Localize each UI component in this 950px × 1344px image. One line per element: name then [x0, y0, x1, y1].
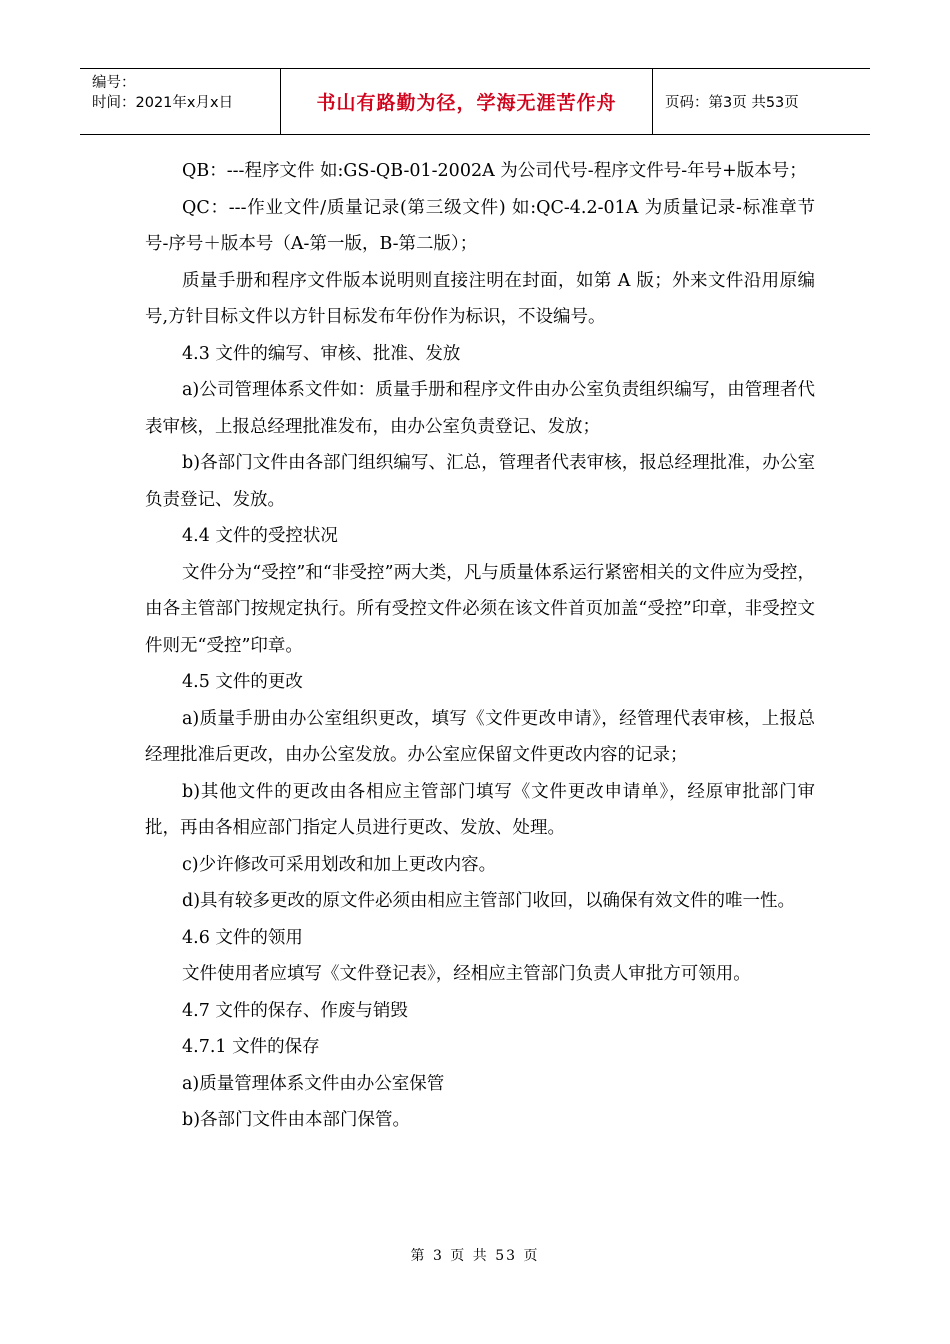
paragraph-4-5-d: d)具有较多更改的原文件必须由相应主管部门收回，以确保有效文件的唯一性。: [182, 891, 796, 911]
paragraph-4-3-a: a)公司管理体系文件如：质量手册和程序文件由办公室负责组织编写，由管理者代表审核，上报总经理批准发布，由办公室负责登记、发放；: [145, 380, 815, 437]
paragraph-qc-code: QC：---作业文件/质量记录(第三级文件) 如:QC-4.2-01A 为质量记录-标准章节号-序号＋版本号（A-第一版，B-第二版）；: [145, 197, 815, 254]
paragraph-4-5-a: a)质量手册由办公室组织更改，填写《文件更改申请》，经管理代表审核，上报总经理批准后更改，由办公室发放。办公室应保留文件更改内容的记录；: [145, 708, 815, 765]
header-motto-cell: [281, 69, 653, 134]
header-motto: 书山有路勤为径，学海无涯苦作舟: [316, 92, 617, 114]
paragraph-4-6: 文件使用者应填写《文件登记表》，经相应主管部门负责人审批方可领用。: [182, 964, 751, 984]
document-time-label: 时间：2021年x月x日: [92, 95, 234, 111]
paragraph-version-note: 质量手册和程序文件版本说明则直接注明在封面，如第 A 版；外来文件沿用原编号,方针目标文件以方针目标发布年份作为标识，不设编号。: [145, 270, 815, 327]
header-meta-cell: [80, 69, 281, 134]
footer-page-number: 第 3 页 共 53 页: [410, 1248, 540, 1264]
document-header: [80, 68, 870, 135]
paragraph-4-3-b: b)各部门文件由各部门组织编写、汇总，管理者代表审核，报总经理批准，办公室负责登记、发放。: [145, 453, 815, 510]
paragraph-4-5-c: c)少许修改可采用划改和加上更改内容。: [182, 854, 497, 875]
paragraph-4-7-1-b: b)各部门文件由本部门保管。: [182, 1110, 411, 1130]
document-number-label: 编号：: [92, 75, 136, 91]
paragraph-4-7-1-a: a)质量管理体系文件由办公室保管: [182, 1073, 445, 1094]
section-heading-4-7: 4.7 文件的保存、作废与销毁: [182, 1000, 408, 1021]
document-body: [145, 153, 815, 1139]
section-heading-4-4: 4.4 文件的受控状况: [182, 526, 338, 546]
paragraph-qb-code: QB：---程序文件 如:GS-QB-01-2002A 为公司代号-程序文件号-年号+版本号；: [182, 161, 807, 181]
paragraph-4-4: 文件分为“受控”和“非受控”两大类，凡与质量体系运行紧密相关的文件应为受控，由各主管部门按规定执行。所有受控文件必须在该文件首页加盖“受控”印章，非受控文件则无“受控”印章。: [145, 562, 815, 656]
paragraph-4-5-b: b)其他文件的更改由各相应主管部门填写《文件更改申请单》，经原审批部门审批，再由各相应部门指定人员进行更改、发放、处理。: [145, 781, 815, 838]
section-heading-4-3: 4.3 文件的编写、审核、批准、发放: [182, 343, 461, 364]
header-page-cell: [653, 69, 870, 134]
section-heading-4-5: 4.5 文件的更改: [182, 672, 303, 692]
section-heading-4-7-1: 4.7.1 文件的保存: [182, 1037, 320, 1057]
header-page-info: 页码：第3页 共53页: [665, 95, 799, 111]
section-heading-4-6: 4.6 文件的领用: [182, 927, 303, 948]
page-footer: [0, 1245, 950, 1265]
